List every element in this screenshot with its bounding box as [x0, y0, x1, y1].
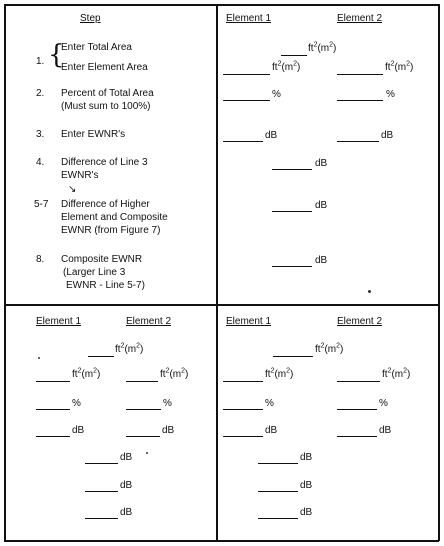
br-e2-area-blank[interactable] — [337, 381, 380, 382]
step-3-label: Enter EWNR's — [61, 129, 126, 140]
br-line4-unit: dB — [300, 452, 313, 463]
bl-e2-percent-blank[interactable] — [126, 409, 161, 410]
br-total-area-unit: $ft^2(m^2)$ — [315, 342, 344, 355]
br-line8-unit: dB — [300, 507, 313, 518]
top-e1-percent-blank[interactable] — [223, 100, 270, 101]
top-total-area-blank[interactable] — [281, 55, 307, 56]
top-right-speck — [368, 290, 371, 293]
top-line57-blank[interactable] — [272, 211, 312, 212]
step-5-7-label-line2: Element and Composite — [61, 212, 168, 223]
top-e1-ewnr-blank[interactable] — [223, 141, 263, 142]
top-e1-ewnr-unit: dB — [265, 130, 278, 141]
br-e1-area-unit: $ft^2(m^2)$ — [265, 367, 294, 380]
bottom-right-element-2-heading: Element 2 — [337, 316, 383, 327]
top-element-2-heading: Element 2 — [337, 13, 383, 24]
bl-line4-unit: dB — [120, 452, 133, 463]
table-center-divider — [216, 4, 218, 541]
step-4-label-line1: Difference of Line 3 — [61, 157, 148, 168]
step-3-number: 3. — [36, 129, 45, 140]
step-1-brace: { — [48, 40, 65, 70]
table-top-border — [4, 4, 439, 6]
br-line8-blank[interactable] — [258, 518, 298, 519]
br-e1-ewnr-blank[interactable] — [223, 436, 263, 437]
bl-line4-blank[interactable] — [85, 463, 118, 464]
br-e2-percent-unit: % — [379, 398, 388, 409]
br-e1-percent-blank[interactable] — [223, 409, 263, 410]
bl-e2-area-blank[interactable] — [126, 381, 158, 382]
bottom-left-element-2-heading: Element 2 — [126, 316, 172, 327]
top-e2-area-blank[interactable] — [337, 74, 383, 75]
bottom-left-element-1-heading: Element 1 — [36, 316, 82, 327]
top-e1-area-unit: $ft^2(m^2)$ — [272, 60, 301, 73]
top-e1-area-blank[interactable] — [223, 74, 270, 75]
br-e1-percent-unit: % — [265, 398, 274, 409]
br-e2-percent-blank[interactable] — [337, 409, 377, 410]
step-2-label-line2: (Must sum to 100%) — [61, 101, 151, 112]
top-line8-blank[interactable] — [272, 266, 312, 267]
bl-line8-unit: dB — [120, 507, 133, 518]
bl-e2-percent-unit: % — [163, 398, 172, 409]
step-8-number: 8. — [36, 254, 45, 265]
top-line4-blank[interactable] — [272, 169, 312, 170]
bl-total-area-blank[interactable] — [88, 356, 114, 357]
br-e1-ewnr-unit: dB — [265, 425, 278, 436]
bl-line57-unit: dB — [120, 480, 133, 491]
step-1-element-area-label: Enter Element Area — [61, 62, 148, 73]
top-line8-unit: dB — [315, 255, 328, 266]
step-1-number: 1. — [36, 56, 45, 67]
top-e2-ewnr-blank[interactable] — [337, 141, 379, 142]
step-8-label-line3: EWNR - Line 5-7) — [66, 280, 145, 291]
top-e2-percent-unit: % — [386, 89, 395, 100]
top-e1-percent-unit: % — [272, 89, 281, 100]
top-total-area-unit: $ft^2(m^2)$ — [308, 41, 337, 54]
bl-total-area-unit: $ft^2(m^2)$ — [115, 342, 144, 355]
bl-e1-percent-unit: % — [72, 398, 81, 409]
step-2-label-line1: Percent of Total Area — [61, 88, 154, 99]
step-5-7-number: 5-7 — [34, 199, 49, 210]
br-e1-area-blank[interactable] — [223, 381, 263, 382]
top-e2-area-unit: $ft^2(m^2)$ — [385, 60, 414, 73]
top-line57-unit: dB — [315, 200, 328, 211]
step-4-number: 4. — [36, 157, 45, 168]
br-e2-ewnr-unit: dB — [379, 425, 392, 436]
table-left-border — [4, 4, 6, 541]
bottom-right-element-1-heading: Element 1 — [226, 316, 272, 327]
step-1-total-area-label: Enter Total Area — [61, 42, 132, 53]
br-total-area-blank[interactable] — [273, 356, 313, 357]
bl-speck — [38, 357, 40, 359]
br-line57-unit: dB — [300, 480, 313, 491]
top-element-1-heading: Element 1 — [226, 13, 272, 24]
br-line4-blank[interactable] — [258, 463, 298, 464]
top-e2-ewnr-unit: dB — [381, 130, 394, 141]
bl-e1-ewnr-unit: dB — [72, 425, 85, 436]
br-speck — [146, 452, 148, 454]
step-4-arrow-icon: ↘ — [68, 184, 77, 195]
br-e2-area-unit: $ft^2(m^2)$ — [382, 367, 411, 380]
step-5-7-label-line3: EWNR (from Figure 7) — [61, 225, 161, 236]
step-column-heading: Step — [80, 13, 101, 24]
bl-e1-area-unit: $ft^2(m^2)$ — [72, 367, 101, 380]
step-2-number: 2. — [36, 88, 45, 99]
bl-e2-ewnr-blank[interactable] — [126, 436, 160, 437]
table-middle-border — [4, 304, 439, 306]
top-line4-unit: dB — [315, 158, 328, 169]
top-e2-percent-blank[interactable] — [337, 100, 383, 101]
bl-e2-area-unit: $ft^2(m^2)$ — [160, 367, 189, 380]
bl-e1-area-blank[interactable] — [36, 381, 70, 382]
step-8-label-line1: Composite EWNR — [61, 254, 143, 265]
bl-e2-ewnr-unit: dB — [162, 425, 175, 436]
step-4-label-line2: EWNR's — [61, 170, 99, 181]
br-e2-ewnr-blank[interactable] — [337, 436, 377, 437]
br-line57-blank[interactable] — [258, 491, 298, 492]
bl-e1-ewnr-blank[interactable] — [36, 436, 70, 437]
step-5-7-label-line1: Difference of Higher — [61, 199, 150, 210]
table-bottom-border — [4, 540, 439, 542]
step-8-label-line2: (Larger Line 3 — [63, 267, 126, 278]
table-right-border — [438, 4, 440, 541]
bl-e1-percent-blank[interactable] — [36, 409, 70, 410]
bl-line57-blank[interactable] — [85, 491, 118, 492]
bl-line8-blank[interactable] — [85, 518, 118, 519]
